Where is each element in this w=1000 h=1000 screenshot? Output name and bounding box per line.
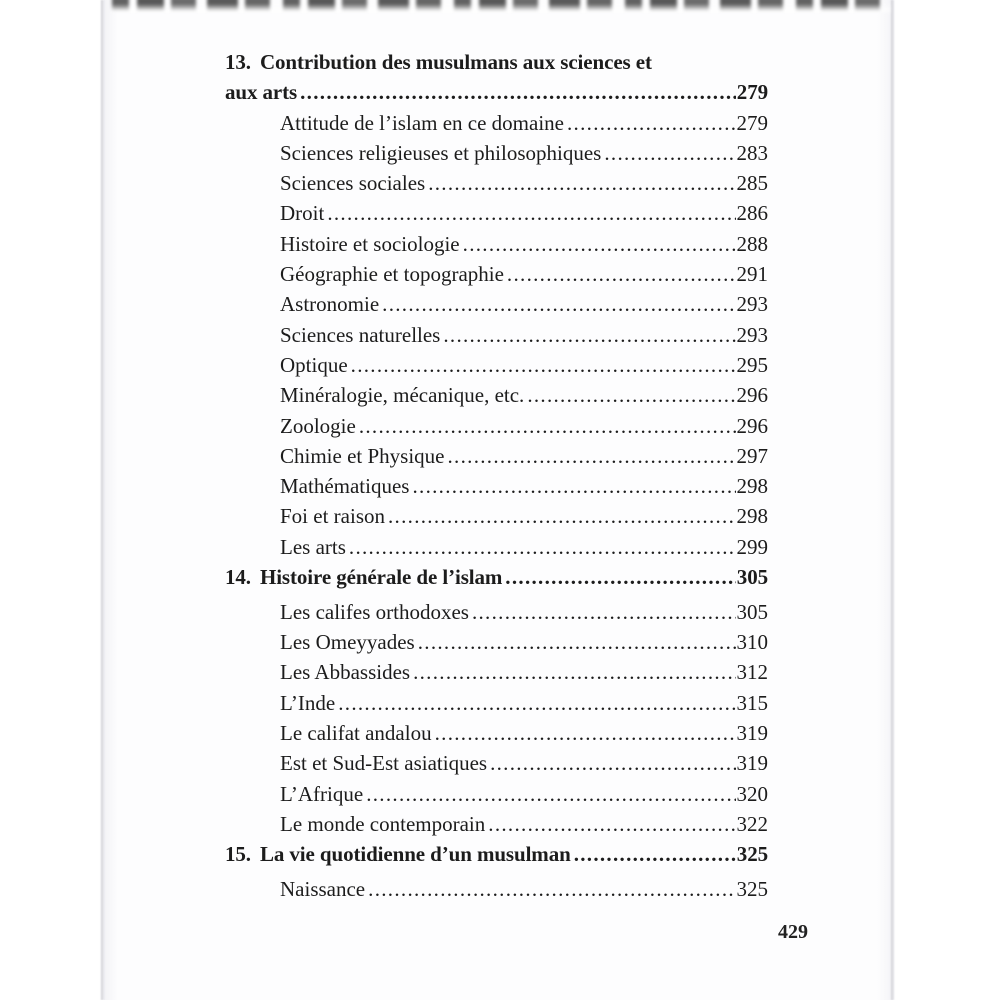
dot-leader (507, 262, 736, 287)
toc-sub-entry (225, 691, 768, 721)
toc-entry-label: L’Inde (280, 690, 336, 715)
toc-entry-page: 305 (736, 565, 768, 590)
toc-entry-label: Sciences sociales (280, 171, 426, 196)
toc-entry-page: 315 (736, 690, 768, 715)
toc-entry-label: Minéralogie, mécanique, etc. (280, 383, 525, 408)
dot-leader (349, 535, 736, 560)
toc-sub-entry (225, 111, 768, 141)
toc-entry-label: Histoire et sociologie (280, 231, 460, 256)
dot-leader (366, 782, 735, 807)
toc-sub-entry (225, 751, 768, 781)
toc-entry-page: 312 (736, 660, 768, 685)
toc-sub-entry (225, 600, 768, 630)
dot-leader (472, 600, 736, 625)
dot-leader (300, 80, 736, 105)
toc-chapter-entry (225, 565, 768, 595)
dot-leader (413, 660, 735, 685)
toc-entry-label: Les arts (280, 534, 346, 559)
toc-chapter-number: 14. (225, 565, 251, 590)
toc-chapter-number: 13. (225, 50, 251, 74)
toc-sub-entry (225, 292, 768, 322)
toc-sub-entry (225, 474, 768, 504)
toc-entry-page: 293 (736, 292, 768, 317)
toc-entry-label: Naissance (280, 877, 366, 902)
toc-chapter-number: 15. (225, 842, 251, 867)
toc-sub-entry (225, 444, 768, 474)
dot-leader (351, 353, 736, 378)
toc-entry-page: 319 (736, 751, 768, 776)
toc-sub-entry (225, 535, 768, 565)
dot-leader (327, 201, 735, 226)
dot-leader (488, 812, 735, 837)
toc-entry-label: Attitude de l’islam en ce domaine (280, 110, 564, 135)
toc-entry-page: 319 (736, 721, 768, 746)
toc-chapter-entry (225, 842, 768, 872)
toc-entry-label: Les califes orthodoxes (280, 599, 469, 624)
toc-sub-entry (225, 323, 768, 353)
toc-sub-entry (225, 721, 768, 751)
toc-entry-label: Est et Sud-Est asiatiques (280, 751, 488, 776)
toc-entry-page: 320 (736, 781, 768, 806)
page-number: 429 (778, 921, 808, 943)
toc-entry-page: 325 (736, 877, 768, 902)
toc-entry-page: 286 (736, 201, 768, 226)
toc-chapter-entry (225, 50, 768, 80)
dot-leader (505, 565, 736, 590)
toc-entry-page: 299 (736, 534, 768, 559)
toc-entry-page: 291 (736, 262, 768, 287)
toc-sub-entry (225, 630, 768, 660)
dot-leader (428, 171, 735, 196)
toc-entry-page: 310 (736, 630, 768, 655)
dot-leader (418, 630, 736, 655)
page-right-edge-line (890, 0, 895, 1000)
toc-entry-page: 283 (736, 140, 768, 165)
toc-entry-label: Contribution des musulmans aux sciences et (259, 50, 652, 74)
toc-entry-page: 288 (736, 231, 768, 256)
dot-leader (382, 292, 735, 317)
dot-leader (463, 232, 736, 257)
toc-sub-entry (225, 383, 768, 413)
dot-leader (412, 474, 735, 499)
toc-entry-page: 298 (736, 504, 768, 529)
toc-entry-label: Sciences naturelles (280, 322, 441, 347)
dot-leader (574, 842, 736, 867)
dot-leader (490, 751, 735, 776)
dot-leader (527, 383, 735, 408)
toc-entry-label: Les Omeyyades (280, 630, 415, 655)
dot-leader (368, 877, 735, 902)
toc-entry-label: Chimie et Physique (280, 443, 445, 468)
toc-entry-label: Géographie et topographie (280, 262, 504, 287)
toc-sub-entry (225, 232, 768, 262)
dot-leader (448, 444, 736, 469)
toc-entry-label: Les Abbassides (280, 660, 411, 685)
toc-entry-page: 325 (736, 842, 768, 867)
toc-entry-page: 305 (736, 599, 768, 624)
dot-leader (435, 721, 736, 746)
toc-entry-label: Optique (280, 352, 348, 377)
toc-chapter-entry (225, 80, 768, 110)
toc-entry-label: Zoologie (280, 413, 356, 438)
toc-sub-entry (225, 171, 768, 201)
toc-sub-entry (225, 877, 768, 907)
toc-sub-entry (225, 504, 768, 534)
toc-entry-page: 293 (736, 322, 768, 347)
toc-entry-label: Le califat andalou (280, 721, 432, 746)
toc-entry-label: Mathématiques (280, 474, 410, 499)
toc-entry-page: 322 (736, 811, 768, 836)
toc-entry-page: 296 (736, 413, 768, 438)
dot-leader (359, 414, 736, 439)
dot-leader (388, 504, 736, 529)
toc-sub-entry (225, 660, 768, 690)
toc-entry-label: Foi et raison (280, 504, 385, 529)
page-left-edge-line (100, 0, 105, 1000)
dot-leader (443, 323, 735, 348)
toc-sub-entry (225, 782, 768, 812)
toc-sub-entry (225, 414, 768, 444)
toc-entry-page: 298 (736, 474, 768, 499)
toc-sub-entry (225, 812, 768, 842)
toc-entry-page: 279 (736, 110, 768, 135)
toc-entry-label: La vie quotidienne d’un musulman (259, 842, 571, 867)
table-of-contents (225, 50, 768, 907)
dot-leader (338, 691, 735, 716)
toc-entry-page: 297 (736, 443, 768, 468)
toc-entry-page: 279 (736, 80, 768, 105)
toc-sub-entry (225, 262, 768, 292)
toc-entry-label: Astronomie (280, 292, 380, 317)
dot-leader (604, 141, 735, 166)
toc-entry-label: Droit (280, 201, 325, 226)
toc-entry-label: Histoire générale de l’islam (259, 565, 503, 590)
toc-sub-entry (225, 201, 768, 231)
toc-sub-entry (225, 353, 768, 383)
toc-sub-entry (225, 141, 768, 171)
toc-entry-label: aux arts (225, 80, 298, 105)
toc-entry-page: 296 (736, 383, 768, 408)
toc-entry-page: 285 (736, 171, 768, 196)
toc-entry-label: Le monde contemporain (280, 811, 486, 836)
cropped-text-strip (112, 0, 890, 12)
toc-entry-page: 295 (736, 352, 768, 377)
toc-entry-label: L’Afrique (280, 781, 364, 806)
dot-leader (567, 111, 736, 136)
toc-entry-label: Sciences religieuses et philosophiques (280, 140, 602, 165)
